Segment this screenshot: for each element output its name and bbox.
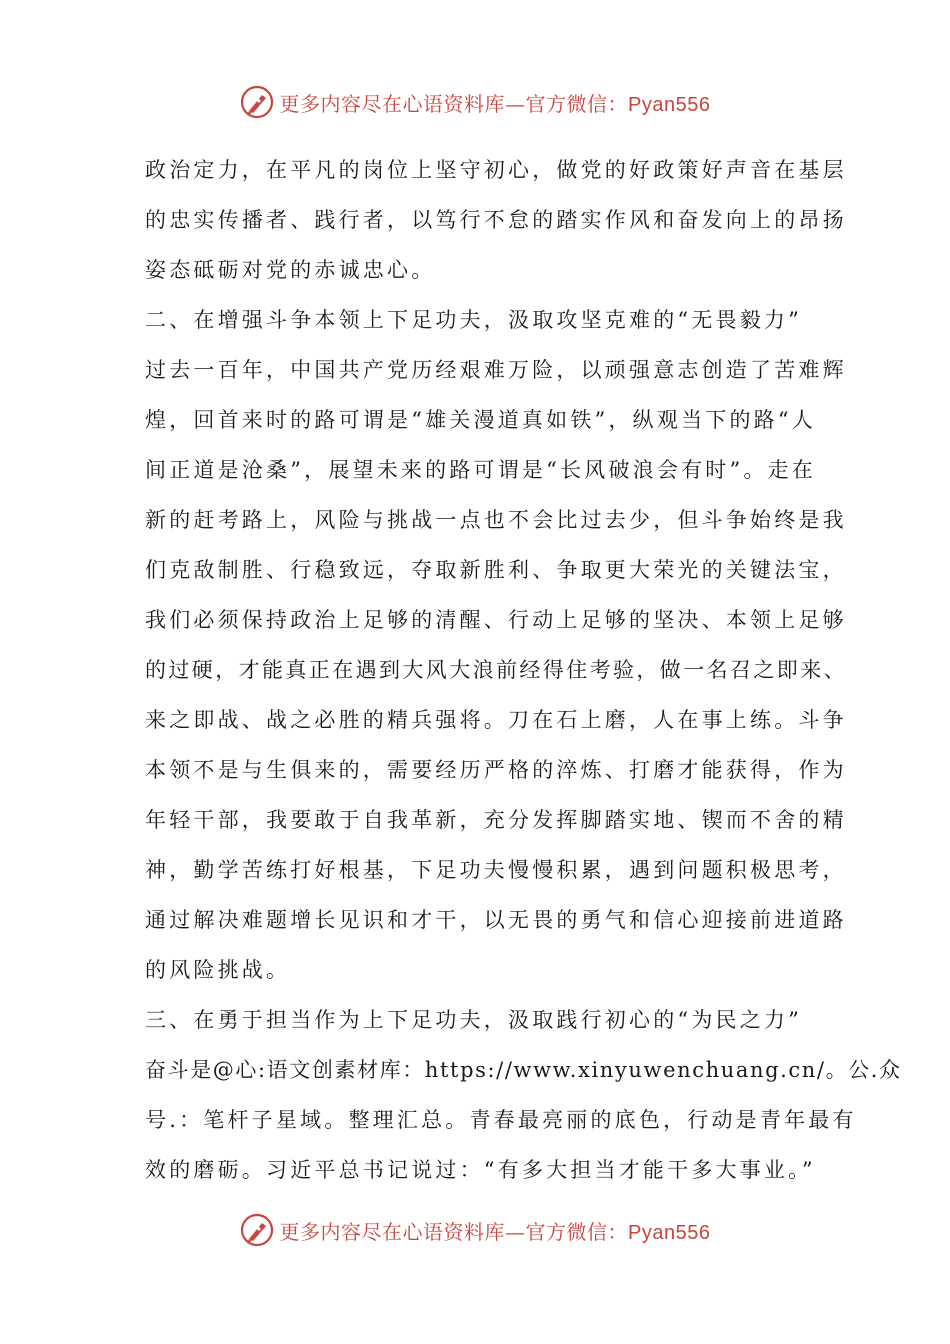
body-line: 来之即战、战之必胜的精兵强将。刀在石上磨，人在事上练。斗争 — [145, 708, 847, 732]
body-line: 姿态砥砺对党的赤诚忠心。 — [145, 258, 436, 282]
body-line: 奋斗是@心:语文创素材库：https://www.xinyuwenchuang.cn/。公.众 — [145, 1058, 902, 1082]
body-line: 神，勤学苦练打好根基，下足功夫慢慢积累，遇到问题积极思考， — [145, 858, 847, 882]
body-line: 的过硬，才能真正在遇到大风大浪前经得住考验，做一名召之即来、 — [145, 658, 847, 682]
body-line: 本领不是与生俱来的，需要经历严格的淬炼、打磨才能获得，作为 — [145, 758, 847, 782]
pen-nib-logo-icon — [240, 85, 274, 119]
body-line: 我们必须保持政治上足够的清醒、行动上足够的坚决、本领上足够 — [145, 608, 847, 632]
header-wechat-id: Pyan556 — [628, 93, 711, 116]
footer-banner — [0, 1210, 950, 1250]
body-line: 的风险挑战。 — [145, 958, 291, 982]
body-line: 政治定力，在平凡的岗位上坚守初心，做党的好政策好声音在基层 — [145, 158, 847, 182]
section-heading: 二、在增强斗争本领上下足功夫，汲取攻坚克难的“无畏毅力” — [145, 308, 803, 332]
footer-wechat-id: Pyan556 — [628, 1221, 711, 1244]
body-line: 过去一百年，中国共产党历经艰难万险，以顽强意志创造了苦难辉 — [145, 358, 847, 382]
body-line: 新的赶考路上，风险与挑战一点也不会比过去少，但斗争始终是我 — [145, 508, 847, 532]
footer-banner-text: 更多内容尽在心语资料库—官方微信：Pyan556 — [279, 1219, 711, 1244]
header-banner-text: 更多内容尽在心语资料库—官方微信：Pyan556 — [279, 91, 711, 116]
body-line: 效的磨砺。习近平总书记说过：“有多大担当才能干多大事业。” — [145, 1158, 816, 1182]
body-line: 间正道是沧桑”，展望未来的路可谓是“长风破浪会有时”。走在 — [145, 458, 817, 482]
body-line: 煌，回首来时的路可谓是“雄关漫道真如铁”，纵观当下的路“人 — [145, 408, 817, 432]
body-line: 通过解决难题增长见识和才干，以无畏的勇气和信心迎接前进道路 — [145, 908, 847, 932]
body-line: 号.：笔杆子星域。整理汇总。青春最亮丽的底色，行动是青年最有 — [145, 1108, 857, 1132]
pen-nib-logo-icon — [240, 1213, 274, 1247]
body-line: 年轻干部，我要敢于自我革新，充分发挥脚踏实地、锲而不舍的精 — [145, 808, 847, 832]
body-line: 们克敌制胜、行稳致远，夺取新胜利、争取更大荣光的关键法宝， — [145, 558, 847, 582]
section-heading: 三、在勇于担当作为上下足功夫，汲取践行初心的“为民之力” — [145, 1008, 803, 1032]
body-line: 的忠实传播者、践行者，以笃行不怠的踏实作风和奋发向上的昂扬 — [145, 208, 847, 232]
header-banner — [0, 82, 950, 122]
document-body — [145, 145, 902, 1195]
